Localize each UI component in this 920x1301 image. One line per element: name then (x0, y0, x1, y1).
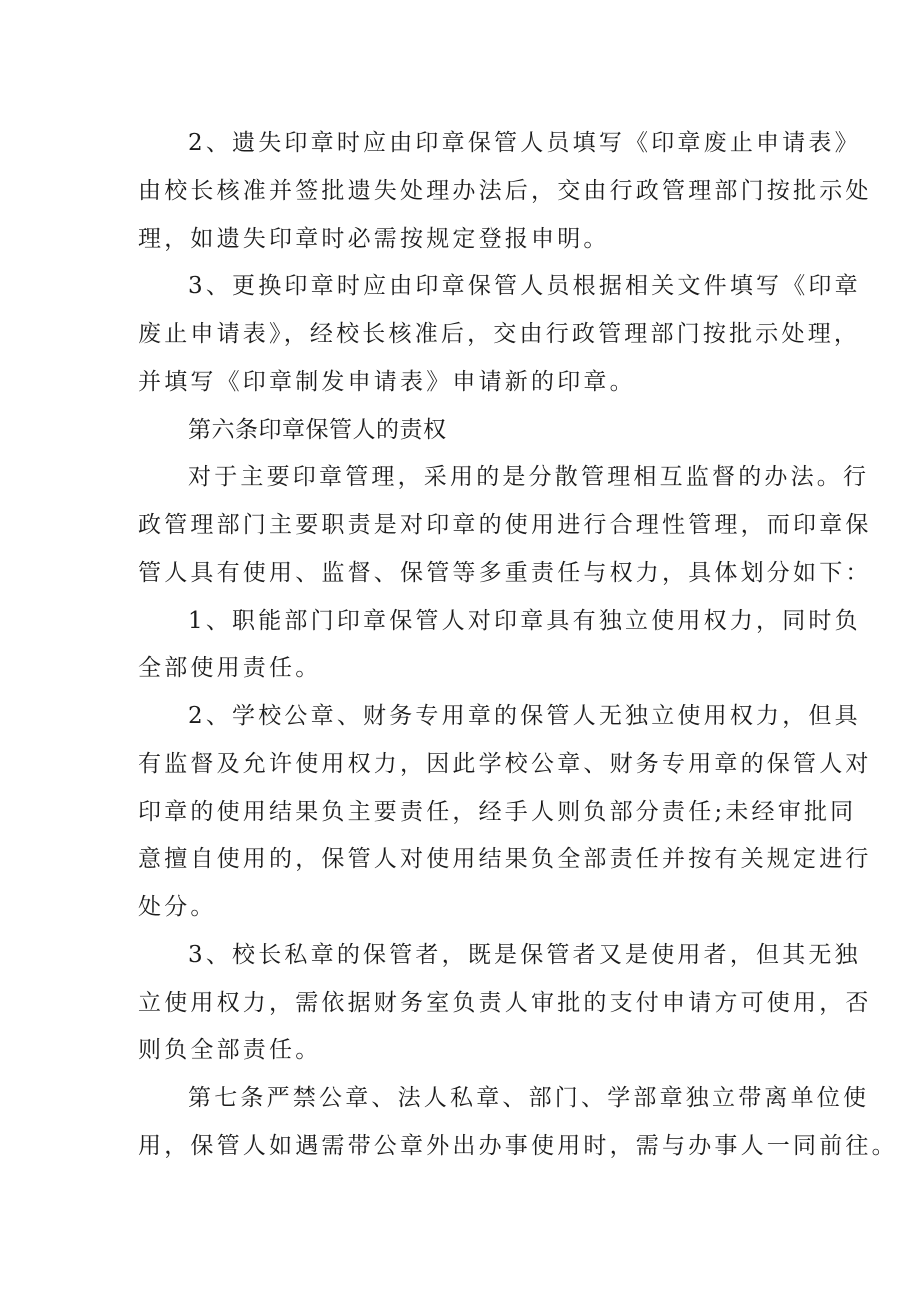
paragraph-line: 则负全部责任。 (138, 1037, 322, 1063)
paragraph-line: 立使用权力，需依据财务室负责人审批的支付申请方可使用，否 (138, 990, 872, 1016)
section-heading: 第六条印章保管人的责权 (188, 417, 447, 443)
paragraph-line: 3、校长私章的保管者，既是保管者又是使用者，但其无独 (188, 942, 861, 968)
paragraph-line: 2、学校公章、财务专用章的保管人无独立使用权力，但具 (188, 703, 861, 729)
paragraph-line: 1、职能部门印章保管人对印章具有独立使用权力，同时负 (188, 608, 861, 634)
paragraph-line: 处分。 (138, 894, 217, 920)
paragraph-line: 3、更换印章时应由印章保管人员根据相关文件填写《印章 (188, 273, 861, 299)
paragraph-line: 意擅自使用的，保管人对使用结果负全部责任并按有关规定进行 (138, 846, 872, 872)
paragraph-line: 2、遗失印章时应由印章保管人员填写《印章废止申请表》 (188, 130, 861, 156)
paragraph-line: 管人具有使用、监督、保管等多重责任与权力，具体划分如下： (138, 560, 872, 586)
paragraph-line: 政管理部门主要职责是对印章的使用进行合理性管理，而印章保 (138, 512, 872, 538)
paragraph-line: 印章的使用结果负主要责任，经手人则负部分责任;未经审批同 (138, 799, 857, 825)
paragraph-line: 第七条严禁公章、法人私章、部门、学部章独立带离单位使 (188, 1085, 870, 1111)
paragraph-line: 有监督及允许使用权力，因此学校公章、财务专用章的保管人对 (138, 751, 872, 777)
paragraph-line: 并填写《印章制发申请表》申请新的印章。 (138, 369, 636, 395)
paragraph-line: 用，保管人如遇需带公章外出办事使用时，需与办事人一同前往。 (138, 1133, 898, 1159)
paragraph-line: 由校长核准并签批遗失处理办法后，交由行政管理部门按批示处 (138, 178, 872, 204)
paragraph-line: 全部使用责任。 (138, 655, 322, 681)
paragraph-line: 对于主要印章管理，采用的是分散管理相互监督的办法。行 (188, 464, 870, 490)
paragraph-line: 废止申请表》，经校长核准后，交由行政管理部门按批示处理， (138, 321, 861, 347)
paragraph-line: 理，如遗失印章时必需按规定登报申明。 (138, 226, 610, 252)
